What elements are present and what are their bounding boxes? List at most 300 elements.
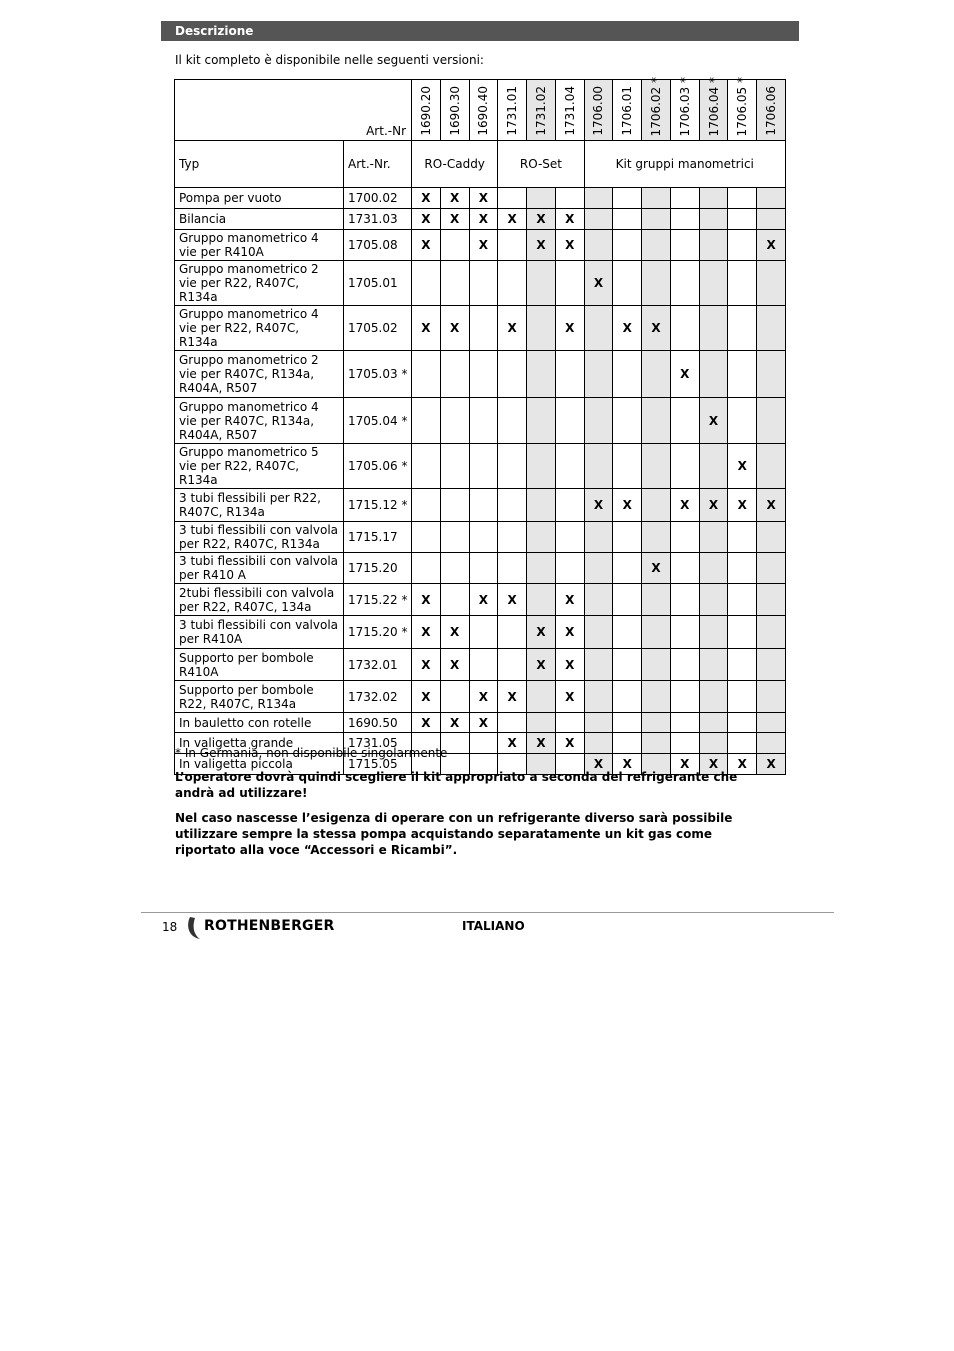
mark-cell	[757, 209, 786, 230]
row-art-nr: 1705.03 *	[344, 351, 412, 398]
mark-cell	[613, 553, 642, 584]
mark-cell	[728, 522, 757, 553]
row-art-nr: 1700.02	[344, 188, 412, 209]
mark-cell: X	[469, 230, 498, 261]
mark-cell	[412, 444, 441, 489]
mark-cell: X	[498, 733, 527, 754]
mark-cell	[527, 681, 556, 713]
mark-cell	[699, 649, 728, 681]
mark-cell	[699, 681, 728, 713]
mark-cell	[584, 522, 613, 553]
mark-cell	[613, 261, 642, 306]
footer-divider	[141, 912, 834, 913]
mark-cell: X	[469, 681, 498, 713]
mark-cell	[440, 522, 469, 553]
row-name: Gruppo manometrico 4 vie per R22, R407C, R134a	[175, 306, 344, 351]
mark-cell	[440, 351, 469, 398]
mark-cell: X	[670, 754, 699, 775]
mark-cell: X	[699, 398, 728, 444]
mark-cell	[440, 230, 469, 261]
column-header-3	[498, 80, 527, 141]
mark-cell	[757, 681, 786, 713]
row-name: 3 tubi flessibili con valvola per R410A	[175, 616, 344, 649]
mark-cell: X	[527, 616, 556, 649]
mark-cell	[498, 261, 527, 306]
row-name: In bauletto con rotelle	[175, 713, 344, 733]
mark-cell: X	[670, 489, 699, 522]
table-row	[175, 306, 786, 351]
mark-cell	[469, 261, 498, 306]
mark-cell: X	[412, 306, 441, 351]
mark-cell	[699, 713, 728, 733]
mark-cell: X	[412, 209, 441, 230]
corner-header	[175, 80, 412, 141]
instruction-paragraph-1: L’operatore dovrà quindi scegliere il kit appropriato a seconda del refrigerante che andrà ad utilizzare!	[175, 770, 738, 800]
mark-cell	[584, 188, 613, 209]
column-header-4	[527, 80, 556, 141]
mark-cell: X	[728, 489, 757, 522]
mark-cell: X	[440, 188, 469, 209]
row-art-nr: 1705.08	[344, 230, 412, 261]
row-art-nr: 1690.50	[344, 713, 412, 733]
mark-cell: X	[642, 306, 671, 351]
mark-cell	[670, 230, 699, 261]
column-header-11	[728, 76, 757, 141]
mark-cell	[527, 261, 556, 306]
kit-versions-table	[174, 76, 786, 775]
mark-cell	[527, 584, 556, 616]
mark-cell	[469, 616, 498, 649]
language-label: ITALIANO	[462, 919, 525, 933]
mark-cell: X	[469, 584, 498, 616]
column-header-label: 1731.04	[562, 86, 577, 136]
row-name: Supporto per bombole R22, R407C, R134a	[175, 681, 344, 713]
mark-cell	[498, 188, 527, 209]
mark-cell	[555, 351, 584, 398]
mark-cell	[699, 188, 728, 209]
mark-cell	[584, 398, 613, 444]
mark-cell	[613, 188, 642, 209]
mark-cell	[642, 444, 671, 489]
row-name: 3 tubi flessibili per R22, R407C, R134a	[175, 489, 344, 522]
mark-cell	[642, 398, 671, 444]
mark-cell	[728, 351, 757, 398]
table-row	[175, 489, 786, 522]
mark-cell	[728, 261, 757, 306]
mark-cell: X	[613, 489, 642, 522]
mark-cell	[642, 522, 671, 553]
mark-cell	[642, 261, 671, 306]
mark-cell	[613, 522, 642, 553]
mark-cell	[699, 616, 728, 649]
mark-cell	[757, 713, 786, 733]
column-header-12	[757, 80, 786, 141]
mark-cell	[498, 522, 527, 553]
column-header-label: 1706.02 *	[649, 76, 663, 136]
mark-cell	[642, 616, 671, 649]
mark-cell	[555, 553, 584, 584]
mark-cell: X	[498, 306, 527, 351]
table-row	[175, 616, 786, 649]
mark-cell	[699, 584, 728, 616]
mark-cell	[584, 553, 613, 584]
row-art-nr: 1715.22 *	[344, 584, 412, 616]
mark-cell	[757, 261, 786, 306]
mark-cell: X	[757, 489, 786, 522]
mark-cell	[555, 713, 584, 733]
mark-cell	[670, 398, 699, 444]
mark-cell	[699, 522, 728, 553]
table-row	[175, 261, 786, 306]
row-name: Supporto per bombole R410A	[175, 649, 344, 681]
table-row	[175, 522, 786, 553]
column-header-label: 1690.30	[447, 86, 462, 136]
mark-cell: X	[469, 209, 498, 230]
column-header-label: 1706.00	[591, 86, 606, 136]
mark-cell: X	[412, 616, 441, 649]
mark-cell	[642, 733, 671, 754]
mark-cell	[527, 188, 556, 209]
mark-cell	[613, 733, 642, 754]
row-art-nr: 1732.01	[344, 649, 412, 681]
mark-cell: X	[728, 754, 757, 775]
mark-cell	[699, 261, 728, 306]
mark-cell: X	[412, 681, 441, 713]
table-row	[175, 584, 786, 616]
mark-cell	[469, 649, 498, 681]
mark-cell: X	[699, 489, 728, 522]
mark-cell	[440, 681, 469, 713]
mark-cell	[440, 553, 469, 584]
mark-cell	[642, 584, 671, 616]
column-header-2	[469, 80, 498, 141]
mark-cell	[527, 444, 556, 489]
mark-cell: X	[440, 616, 469, 649]
mark-cell: X	[555, 649, 584, 681]
row-name: Gruppo manometrico 2 vie per R407C, R134a, R404A, R507	[175, 351, 344, 398]
mark-cell	[527, 351, 556, 398]
table-row	[175, 553, 786, 584]
mark-cell: X	[613, 306, 642, 351]
mark-cell	[527, 522, 556, 553]
table-row	[175, 681, 786, 713]
mark-cell	[555, 522, 584, 553]
mark-cell	[613, 230, 642, 261]
mark-cell	[498, 398, 527, 444]
mark-cell: X	[613, 754, 642, 775]
mark-cell	[584, 713, 613, 733]
mark-cell	[728, 649, 757, 681]
mark-cell	[670, 188, 699, 209]
mark-cell	[642, 681, 671, 713]
mark-cell: X	[440, 713, 469, 733]
mark-cell	[555, 261, 584, 306]
row-art-nr: 1732.02	[344, 681, 412, 713]
row-name: 3 tubi flessibili con valvola per R22, R407C, R134a	[175, 522, 344, 553]
mark-cell	[584, 681, 613, 713]
row-name: In valigetta piccola	[175, 754, 344, 775]
mark-cell	[757, 584, 786, 616]
column-header-9	[670, 76, 699, 141]
mark-cell	[757, 649, 786, 681]
mark-cell	[498, 230, 527, 261]
header-typ: Typ	[175, 141, 344, 188]
mark-cell	[670, 306, 699, 351]
mark-cell	[757, 733, 786, 754]
column-header-8	[642, 76, 671, 141]
mark-cell	[498, 351, 527, 398]
mark-cell	[440, 444, 469, 489]
row-art-nr: 1705.01	[344, 261, 412, 306]
table-row	[175, 351, 786, 398]
mark-cell: X	[412, 584, 441, 616]
column-header-label: 1706.05 *	[735, 76, 750, 136]
mark-cell	[670, 522, 699, 553]
mark-cell	[555, 398, 584, 444]
mark-cell	[412, 351, 441, 398]
mark-cell: X	[498, 584, 527, 616]
mark-cell	[670, 553, 699, 584]
row-art-nr: 1705.06 *	[344, 444, 412, 489]
mark-cell	[527, 489, 556, 522]
mark-cell	[757, 398, 786, 444]
row-name: Bilancia	[175, 209, 344, 230]
mark-cell	[613, 649, 642, 681]
intro-text: Il kit completo è disponibile nelle seguenti versioni:	[175, 53, 484, 67]
mark-cell	[555, 489, 584, 522]
mark-cell: X	[670, 351, 699, 398]
mark-cell	[757, 553, 786, 584]
mark-cell: X	[527, 230, 556, 261]
mark-cell	[757, 306, 786, 351]
mark-cell: X	[555, 733, 584, 754]
mark-cell	[670, 733, 699, 754]
mark-cell	[642, 713, 671, 733]
group-ro-caddy: RO-Caddy	[412, 141, 498, 188]
mark-cell: X	[757, 230, 786, 261]
page-number: 18	[162, 920, 178, 934]
mark-cell	[527, 713, 556, 733]
row-art-nr: 1705.04 *	[344, 398, 412, 444]
mark-cell	[757, 522, 786, 553]
mark-cell	[757, 616, 786, 649]
mark-cell	[670, 261, 699, 306]
mark-cell: X	[412, 188, 441, 209]
mark-cell	[613, 444, 642, 489]
column-header-5	[555, 80, 584, 141]
mark-cell	[584, 209, 613, 230]
mark-cell: X	[412, 713, 441, 733]
mark-cell	[728, 553, 757, 584]
mark-cell	[642, 649, 671, 681]
mark-cell	[584, 616, 613, 649]
column-header-label: 1706.04 *	[706, 76, 721, 136]
mark-cell	[498, 649, 527, 681]
mark-cell	[728, 616, 757, 649]
mark-cell	[440, 489, 469, 522]
row-art-nr: 1705.02	[344, 306, 412, 351]
mark-cell	[469, 553, 498, 584]
row-art-nr: 1715.05	[344, 754, 412, 775]
mark-cell	[584, 444, 613, 489]
mark-cell	[412, 398, 441, 444]
mark-cell	[670, 444, 699, 489]
mark-cell	[757, 188, 786, 209]
mark-cell	[670, 649, 699, 681]
mark-cell	[498, 553, 527, 584]
footnote: * In Germania, non disponibile singolarmente	[175, 746, 448, 760]
mark-cell	[498, 616, 527, 649]
column-header-10	[699, 76, 728, 141]
column-header-label: 1706.03 *	[677, 76, 692, 136]
group-ro-set: RO-Set	[498, 141, 584, 188]
mark-cell	[728, 230, 757, 261]
mark-cell	[469, 733, 498, 754]
mark-cell	[527, 398, 556, 444]
mark-cell	[412, 553, 441, 584]
column-header-label: 1706.06	[764, 86, 779, 136]
mark-cell	[728, 306, 757, 351]
mark-cell: X	[728, 444, 757, 489]
mark-cell	[555, 188, 584, 209]
column-header-label: 1690.20	[418, 86, 433, 136]
mark-cell	[670, 584, 699, 616]
column-header-label: 1706.01	[620, 86, 635, 136]
mark-cell	[498, 489, 527, 522]
mark-cell: X	[555, 209, 584, 230]
table-row	[175, 444, 786, 489]
column-header-label: 1731.01	[505, 86, 520, 136]
header-art: Art.-Nr.	[344, 141, 412, 188]
mark-cell	[613, 209, 642, 230]
row-name: 2tubi flessibili con valvola per R22, R407C, 134a	[175, 584, 344, 616]
mark-cell	[642, 209, 671, 230]
mark-cell	[469, 351, 498, 398]
instruction-paragraph-2: Nel caso nascesse l’esigenza di operare con un refrigerante diverso sarà possibile utilizzare sempre la stessa pompa acquistando separatamente un kit gas come riportato alla voce “Accessori e Ricambi”.	[175, 811, 733, 857]
column-header-1	[440, 80, 469, 141]
column-header-label: 1690.40	[476, 86, 491, 136]
section-title: Descrizione	[161, 21, 799, 41]
mark-cell	[527, 306, 556, 351]
mark-cell	[728, 398, 757, 444]
row-art-nr: 1715.12 *	[344, 489, 412, 522]
mark-cell	[670, 616, 699, 649]
mark-cell	[613, 713, 642, 733]
column-header-label: 1731.02	[533, 86, 548, 136]
row-name: Gruppo manometrico 4 vie per R410A	[175, 230, 344, 261]
mark-cell	[469, 522, 498, 553]
column-header-6	[584, 80, 613, 141]
mark-cell	[440, 584, 469, 616]
mark-cell	[613, 616, 642, 649]
mark-cell	[613, 681, 642, 713]
mark-cell	[584, 306, 613, 351]
mark-cell	[699, 230, 728, 261]
mark-cell	[757, 444, 786, 489]
column-header-0	[412, 80, 441, 141]
mark-cell	[699, 209, 728, 230]
mark-cell: X	[440, 306, 469, 351]
mark-cell	[728, 733, 757, 754]
mark-cell	[728, 584, 757, 616]
mark-cell	[728, 188, 757, 209]
mark-cell	[555, 444, 584, 489]
mark-cell	[584, 584, 613, 616]
mark-cell	[412, 261, 441, 306]
mark-cell	[613, 351, 642, 398]
mark-cell	[440, 261, 469, 306]
mark-cell: X	[584, 261, 613, 306]
mark-cell: X	[440, 649, 469, 681]
table-row	[175, 188, 786, 209]
row-art-nr: 1731.03	[344, 209, 412, 230]
mark-cell	[527, 553, 556, 584]
mark-cell: X	[469, 188, 498, 209]
row-name: Gruppo manometrico 2 vie per R22, R407C, R134a	[175, 261, 344, 306]
mark-cell: X	[757, 754, 786, 775]
row-art-nr: 1715.20	[344, 553, 412, 584]
mark-cell: X	[642, 553, 671, 584]
mark-cell	[728, 209, 757, 230]
mark-cell: X	[469, 713, 498, 733]
mark-cell: X	[555, 584, 584, 616]
row-name: In valigetta grande	[175, 733, 344, 754]
mark-cell	[412, 522, 441, 553]
mark-cell	[469, 444, 498, 489]
mark-cell	[728, 681, 757, 713]
mark-cell: X	[498, 209, 527, 230]
mark-cell	[699, 306, 728, 351]
mark-cell: X	[555, 306, 584, 351]
mark-cell	[699, 351, 728, 398]
mark-cell: X	[555, 230, 584, 261]
mark-cell: X	[412, 230, 441, 261]
mark-cell	[469, 489, 498, 522]
mark-cell	[642, 188, 671, 209]
mark-cell	[584, 733, 613, 754]
mark-cell	[584, 649, 613, 681]
mark-cell	[670, 713, 699, 733]
mark-cell	[642, 230, 671, 261]
mark-cell	[699, 733, 728, 754]
brand-name: ROTHENBERGER	[204, 918, 335, 934]
table-row	[175, 209, 786, 230]
mark-cell	[757, 351, 786, 398]
mark-cell	[728, 713, 757, 733]
table-row	[175, 713, 786, 733]
row-name: 3 tubi flessibili con valvola per R410 A	[175, 553, 344, 584]
mark-cell: X	[527, 733, 556, 754]
mark-cell	[584, 351, 613, 398]
row-art-nr: 1731.05	[344, 733, 412, 754]
mark-cell	[670, 209, 699, 230]
mark-cell	[613, 398, 642, 444]
mark-cell	[613, 584, 642, 616]
group-kit-manometrici: Kit gruppi manometrici	[584, 141, 785, 188]
mark-cell	[440, 398, 469, 444]
mark-cell	[469, 306, 498, 351]
mark-cell: X	[699, 754, 728, 775]
mark-cell: X	[498, 681, 527, 713]
row-name: Gruppo manometrico 4 vie per R407C, R134a, R404A, R507	[175, 398, 344, 444]
mark-cell	[498, 444, 527, 489]
table-row	[175, 230, 786, 261]
mark-cell: X	[555, 681, 584, 713]
rothenberger-logo	[186, 915, 336, 941]
mark-cell: X	[412, 649, 441, 681]
mark-cell: X	[584, 489, 613, 522]
row-name: Pompa per vuoto	[175, 188, 344, 209]
